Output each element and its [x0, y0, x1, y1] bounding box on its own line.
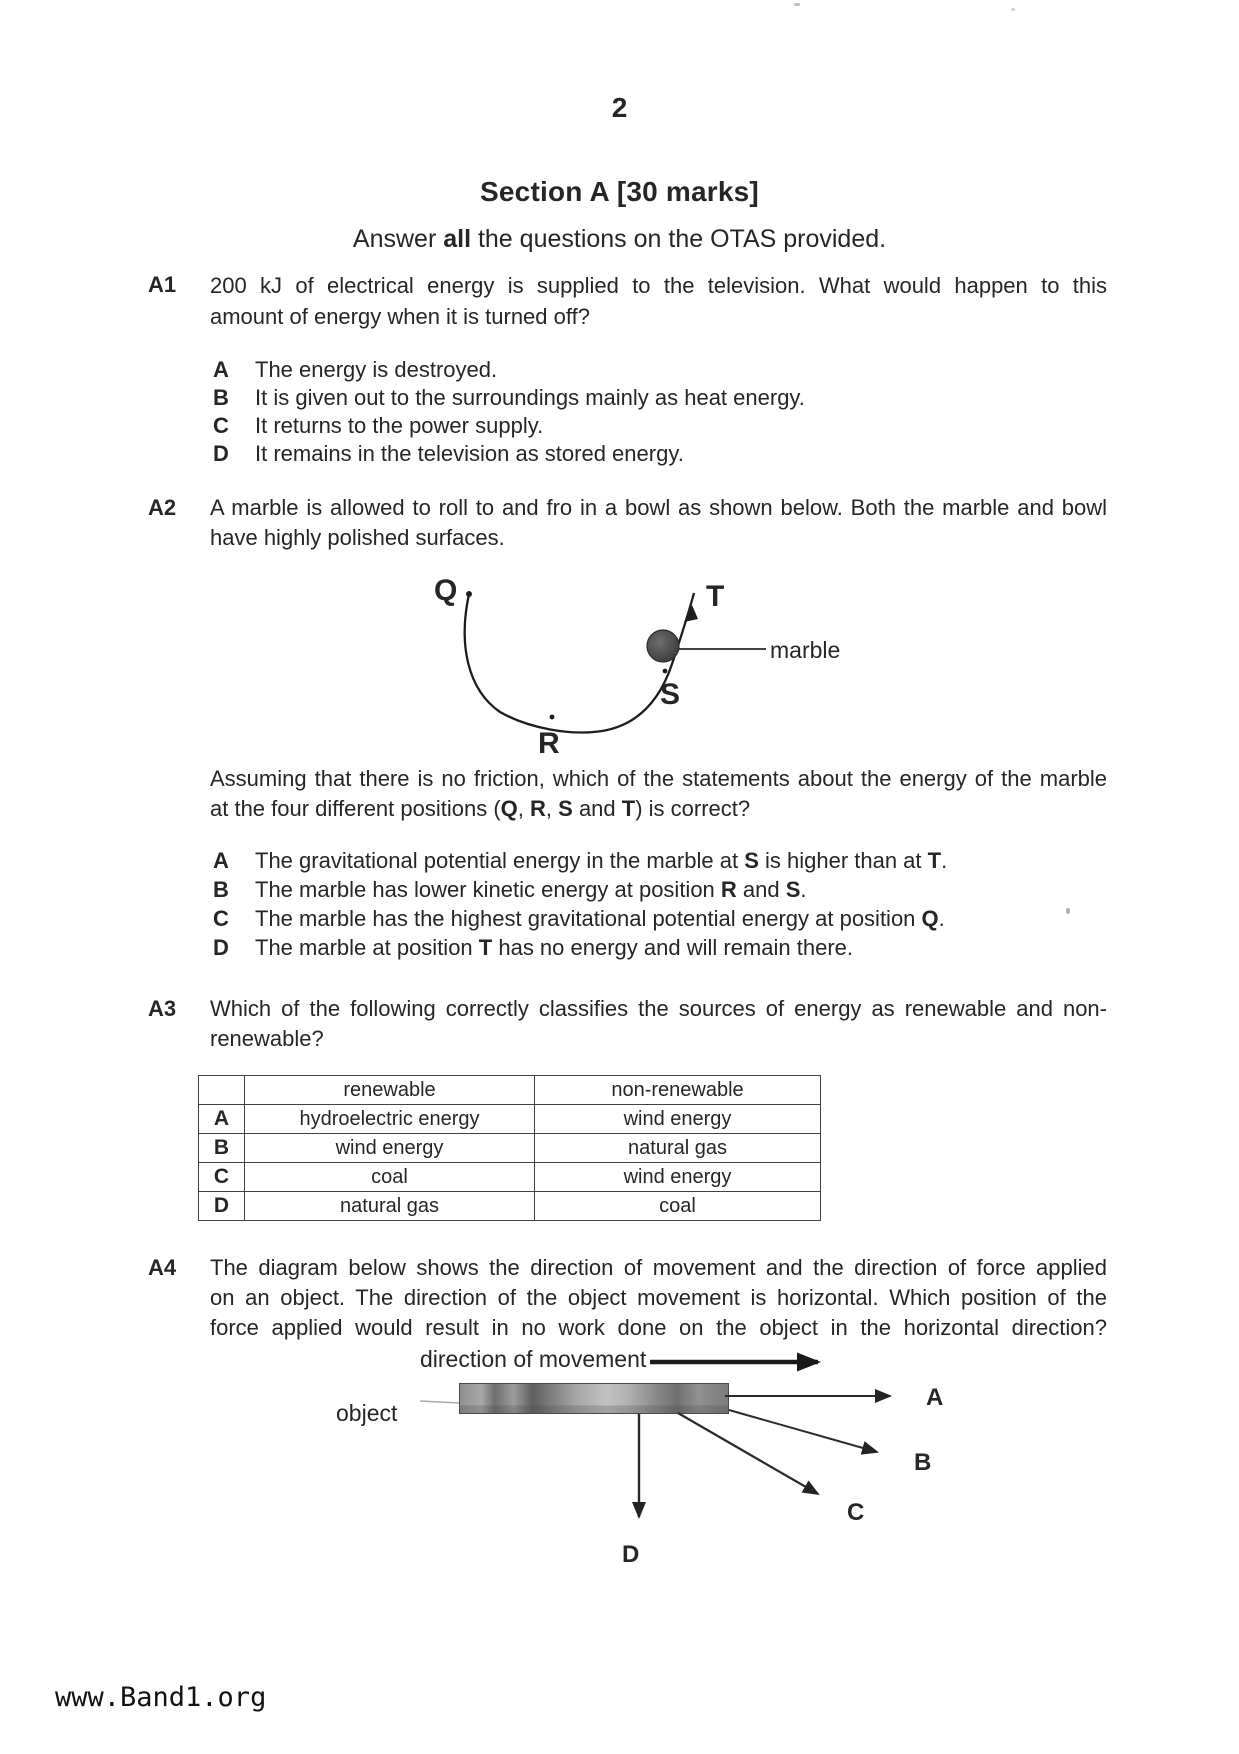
- table-row: [199, 1134, 821, 1163]
- text-line: 200 kJ of electrical energy is supplied to the television. What would happen to this: [210, 273, 1107, 298]
- bowl-point-r-label: R: [538, 727, 560, 760]
- cell-renewable: hydroelectric energy: [245, 1105, 535, 1134]
- text-line: Assuming that there is no friction, which of the statements about the energy of the marble: [210, 766, 1107, 791]
- table-header-row: [199, 1076, 821, 1105]
- section-title: Section A [30 marks]: [480, 176, 759, 207]
- option-letter: A: [213, 848, 229, 873]
- table-row: [199, 1192, 821, 1221]
- cell-non-renewable: wind energy: [535, 1163, 821, 1192]
- cell-renewable: wind energy: [245, 1134, 535, 1163]
- text-line: on an object. The direction of the object movement is horizontal. Which position of the: [210, 1285, 1107, 1310]
- option-text: It returns to the power supply.: [255, 413, 544, 438]
- page-number: 2: [611, 92, 628, 123]
- footer-url: www.Band1.org: [55, 1682, 267, 1713]
- scan-speck: [1011, 8, 1015, 11]
- scan-speck: [794, 3, 800, 6]
- question-text-a4: [210, 1253, 1107, 1343]
- question-label-a3: A3: [148, 996, 177, 1021]
- a3-classification-table: [198, 1075, 821, 1221]
- option-row-d: [213, 441, 805, 469]
- object-rectangle: [459, 1383, 729, 1414]
- cell-non-renewable: natural gas: [535, 1134, 821, 1163]
- a2-followup-text: [210, 764, 1107, 824]
- question-label-a1: A1: [148, 272, 177, 297]
- bowl-curve-start-dot: [466, 591, 472, 597]
- option-letter: B: [213, 877, 229, 902]
- question-label-a4: A4: [148, 1255, 177, 1280]
- object-pointer-line: [420, 1401, 459, 1403]
- option-text: It remains in the television as stored energy.: [255, 441, 684, 466]
- row-letter: C: [199, 1163, 245, 1192]
- cell-renewable: natural gas: [245, 1192, 535, 1221]
- table-row: [199, 1163, 821, 1192]
- option-row-a: [213, 848, 947, 877]
- force-arrow-b-label: B: [914, 1449, 932, 1476]
- text-line: renewable?: [210, 1026, 324, 1051]
- bowl-curve-arrowhead: [684, 605, 698, 622]
- text-line: at the four different positions (Q, R, S and T) is correct?: [210, 796, 751, 821]
- a1-options: [213, 357, 805, 469]
- option-text: The energy is destroyed.: [255, 357, 498, 382]
- force-arrow-c-label: C: [847, 1499, 865, 1526]
- option-letter: D: [213, 441, 229, 466]
- row-letter: D: [199, 1192, 245, 1221]
- option-row-b: [213, 877, 947, 906]
- text-line: force applied would result in no work done on the object in the horizontal direction?: [210, 1315, 1107, 1340]
- force-arrow-a-label: A: [926, 1384, 944, 1411]
- col-header-renewable: renewable: [245, 1076, 535, 1105]
- text-line: amount of energy when it is turned off?: [210, 304, 590, 329]
- bowl-point-s-label: S: [660, 678, 681, 711]
- option-text: The marble has lower kinetic energy at position R and S.: [255, 877, 807, 902]
- option-letter: D: [213, 935, 229, 960]
- text-line: The diagram below shows the direction of movement and the direction of force applied: [210, 1255, 1107, 1280]
- force-arrow-d-label: D: [622, 1541, 640, 1568]
- question-text-a3: [210, 994, 1107, 1054]
- option-row-c: [213, 413, 805, 441]
- question-text-a1: [210, 270, 1107, 332]
- option-text: The marble at position T has no energy and will remain there.: [255, 935, 853, 960]
- option-letter: A: [213, 357, 229, 382]
- direction-of-movement-label: direction of movement: [420, 1346, 647, 1372]
- text-line: Which of the following correctly classifies the sources of energy as renewable and non-: [210, 996, 1107, 1021]
- bowl-dot-near-r: [550, 715, 555, 720]
- bowl-point-q-label: Q: [434, 574, 458, 607]
- question-label-a2: A2: [148, 495, 177, 520]
- a2-options: [213, 848, 947, 964]
- question-text-a2: [210, 493, 1107, 553]
- section-instruction: Answer all the questions on the OTAS provided.: [352, 225, 887, 253]
- text-line: have highly polished surfaces.: [210, 525, 505, 550]
- option-text: It is given out to the surroundings mainly as heat energy.: [255, 385, 805, 410]
- option-letter: C: [213, 906, 229, 931]
- cell-non-renewable: coal: [535, 1192, 821, 1221]
- option-row-b: [213, 385, 805, 413]
- force-arrow-c: [678, 1413, 818, 1494]
- table-row: [199, 1105, 821, 1134]
- row-letter: B: [199, 1134, 245, 1163]
- option-letter: B: [213, 385, 229, 410]
- cell-non-renewable: wind energy: [535, 1105, 821, 1134]
- row-letter: A: [199, 1105, 245, 1134]
- scan-speck: [1066, 908, 1070, 914]
- cell-renewable: coal: [245, 1163, 535, 1192]
- col-header-non-renewable: non-renewable: [535, 1076, 821, 1105]
- option-row-d: [213, 935, 947, 964]
- option-text: The marble has the highest gravitational potential energy at position Q.: [255, 906, 945, 931]
- option-row-c: [213, 906, 947, 935]
- table-corner-cell: [199, 1076, 245, 1105]
- text-line: A marble is allowed to roll to and fro in a bowl as shown below. Both the marble and bowl: [210, 495, 1107, 520]
- option-letter: C: [213, 413, 229, 438]
- marble-circle: [647, 630, 679, 662]
- option-text: The gravitational potential energy in the marble at S is higher than at T.: [255, 848, 948, 873]
- option-row-a: [213, 357, 805, 385]
- marble-label: marble: [770, 637, 841, 663]
- bowl-dot-near-s: [663, 669, 668, 674]
- bowl-point-t-label: T: [706, 580, 725, 613]
- object-label: object: [336, 1400, 398, 1426]
- force-arrow-b: [729, 1410, 877, 1452]
